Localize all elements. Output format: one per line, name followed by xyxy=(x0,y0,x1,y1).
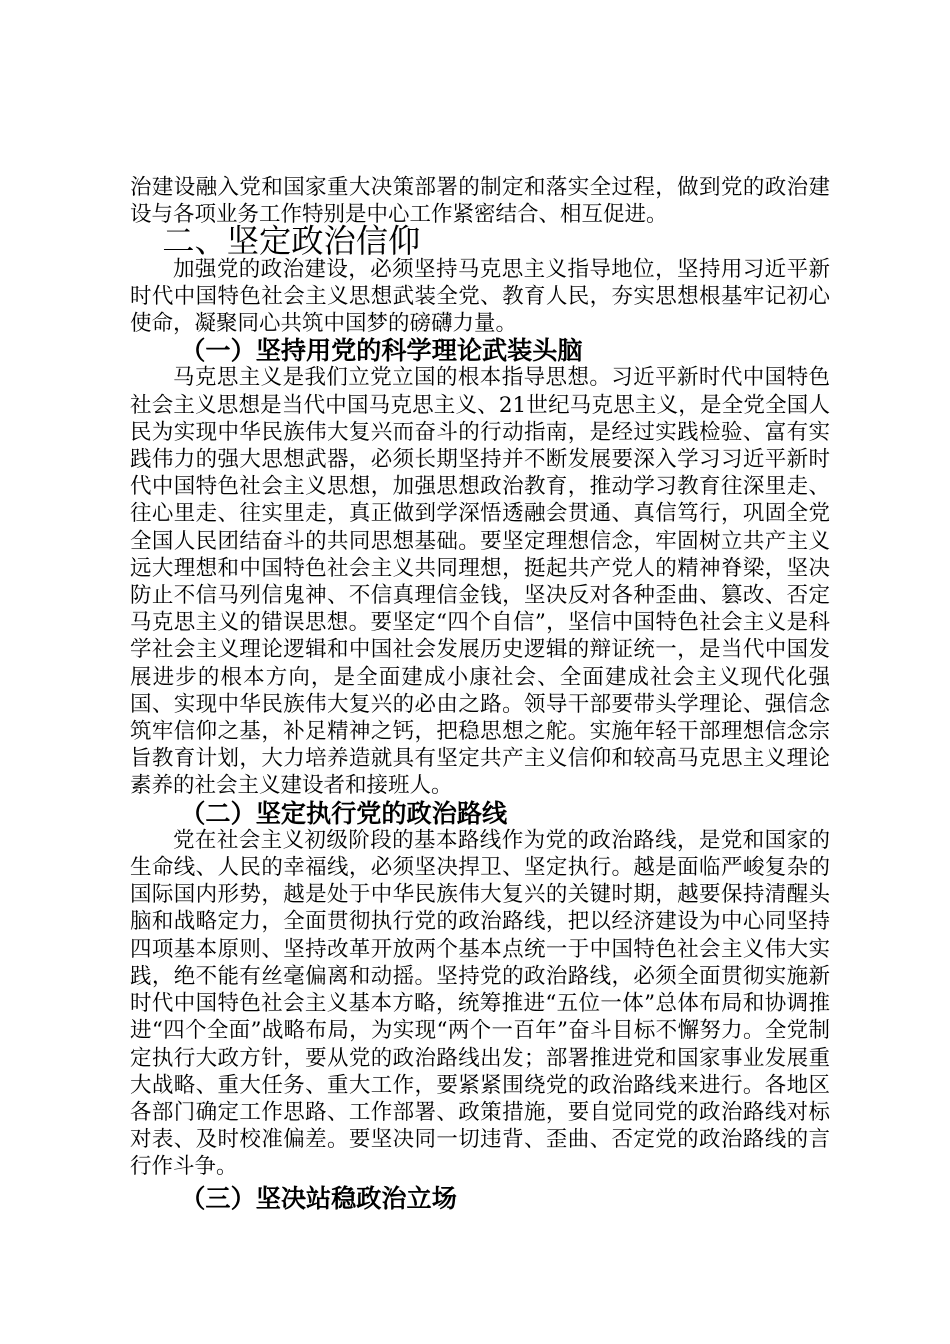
subsection-heading-3: （三）坚决站稳政治立场 xyxy=(180,1183,457,1213)
subsection-heading-1: （一）坚持用党的科学理论武装头脑 xyxy=(180,336,583,366)
subsection-1-paragraph: 马克思主义是我们立党立国的根本指导思想。习近平新时代中国特色社会主义思想是当代中国马克思主义、21世纪马克思主义，是全党全国人民为实现中华民族伟大复兴而奋斗的行动指南，是经过实践检验、富有实践伟力的强大思想武器，必须长期坚持并不断发展要深入学习习近平新时代中国特色社会主义思想，加强思想政治教育，推动学习教育往深里走、往心里走、往实里走，真正做到学深悟透融会贯通、真信笃行，巩固全党全国人民团结奋斗的共同思想基础。要坚定理想信念，牢固树立共产主义远大理想和中国特色社会主义共同理想，挺起共产党人的精神脊梁，坚决防止不信马列信鬼神、不信真理信金钱，坚决反对各种歪曲、篡改、否定马克思主义的错误思想。要坚定“四个自信”，坚信中国特色社会主义是科学社会主义理论逻辑和中国社会发展历史逻辑的辩证统一，是当代中国发展进步的根本方向，是全面建成小康社会、全面建成社会主义现代化强国、实现中华民族伟大复兴的必由之路。领导干部要带头学理论、强信念筑牢信仰之基，补足精神之钙，把稳思想之舵。实施年轻干部理想信念宗旨教育计划，大力培养造就具有坚定共产主义信仰和较高马克思主义理论素养的社会主义建设者和接班人。 xyxy=(130,365,830,799)
section-heading-2: 二、坚定政治信仰 xyxy=(162,222,421,261)
section-2-paragraph: 加强党的政治建设，必须坚持马克思主义指导地位，坚持用习近平新时代中国特色社会主义思想武装全党、教育人民，夯实思想根基牢记初心使命，凝聚同心共筑中国梦的磅礴力量。 xyxy=(130,256,830,337)
document-page xyxy=(130,174,830,1212)
intro-paragraph: 治建设融入党和国家重大决策部署的制定和落实全过程，做到党的政治建设与各项业务工作特别是中心工作紧密结合、相互促进。 xyxy=(130,175,830,228)
subsection-heading-2: （二）坚定执行党的政治路线 xyxy=(180,798,508,828)
subsection-2-paragraph: 党在社会主义初级阶段的基本路线作为党的政治路线，是党和国家的生命线、人民的幸福线，必须坚决捍卫、坚定执行。越是面临严峻复杂的国际国内形势，越是处于中华民族伟大复兴的关键时期，越要保持清醒头脑和战略定力，全面贯彻执行党的政治路线，把以经济建设为中心同坚持四项基本原则、坚持改革开放两个基本点统一于中国特色社会主义伟大实践，绝不能有丝毫偏离和动摇。坚持党的政治路线，必须全面贯彻实施新时代中国特色社会主义基本方略，统筹推进“五位一体”总体布局和协调推进“四个全面”战略布局，为实现“两个一百年”奋斗目标不懈努力。全党制定执行大政方针，要从党的政治路线出发；部署推进党和国家事业发展重大战略、重大任务、重大工作，要紧紧围绕党的政治路线来进行。各地区各部门确定工作思路、工作部署、政策措施，要自觉同党的政治路线对标对表、及时校准偏差。要坚决同一切违背、歪曲、否定党的政治路线的言行作斗争。 xyxy=(130,827,830,1180)
